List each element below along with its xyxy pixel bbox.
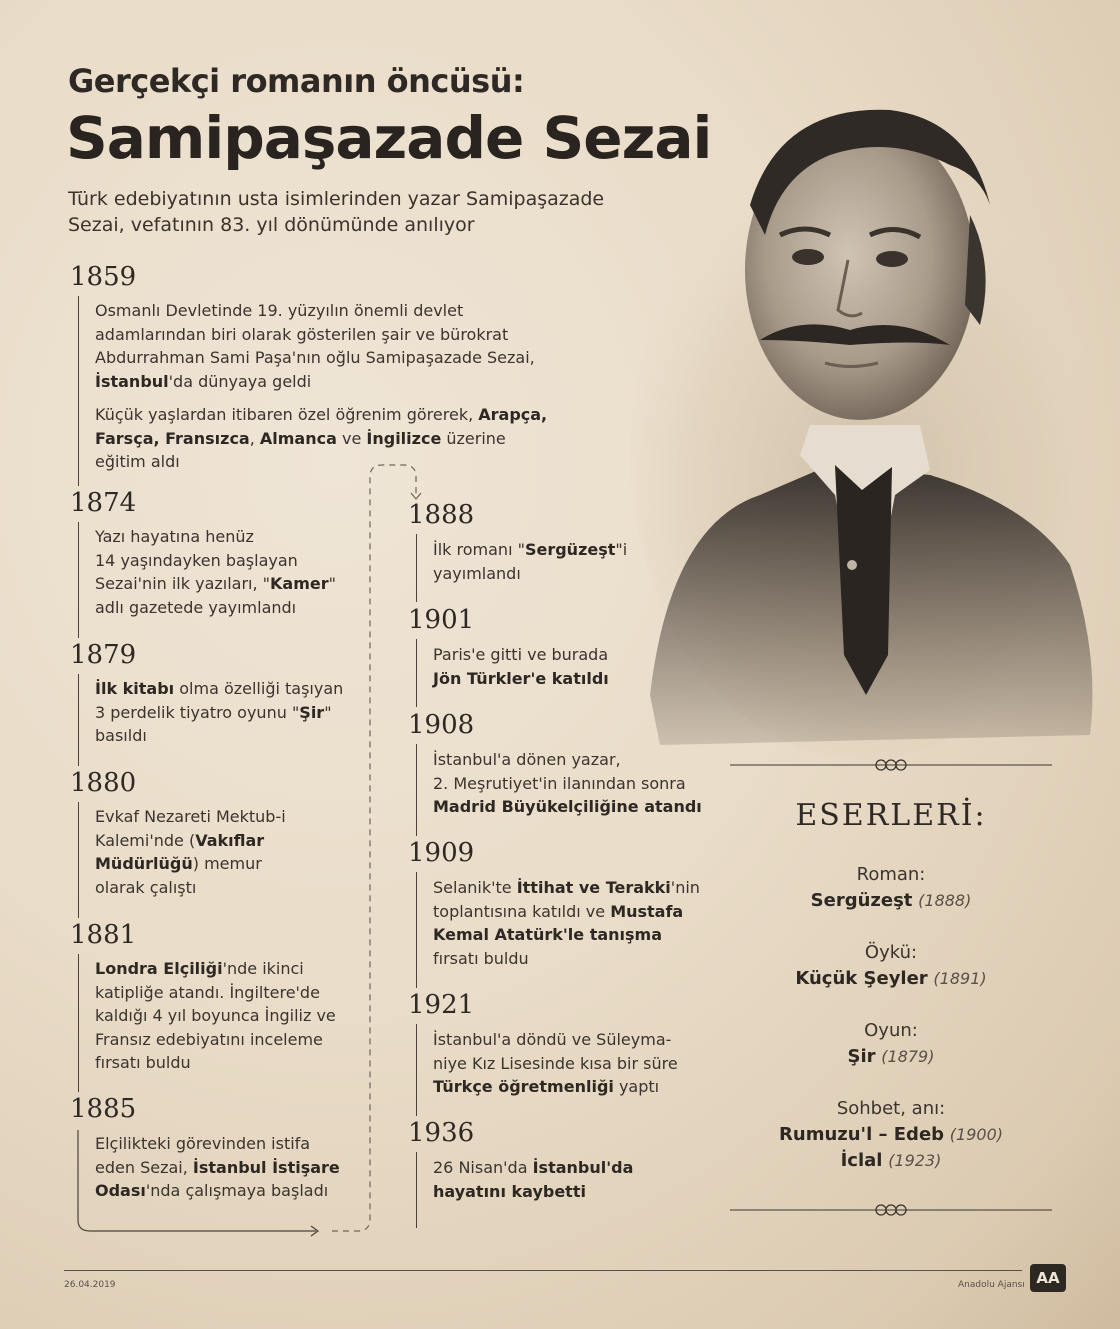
page-title: Samipaşazade Sezai (66, 104, 712, 172)
event-1879-text: İlk kitabı olma özelliği taşıyan 3 perdelik tiyatro oyunu "Şir" basıldı (95, 679, 344, 745)
timeline-line (416, 872, 417, 988)
works-category: Sohbet, anı: (836, 1098, 946, 1119)
header-kicker: Gerçekçi romanın öncüsü: (68, 62, 525, 100)
works-item: Şir (1879) (847, 1046, 935, 1067)
event-1888-text: İlk romanı "Sergüzeşt"i yayımlandı (433, 540, 628, 583)
event-1885-text: Elçilikteki görevinden istifa eden Sezai, İstanbul İstişare Odası'nda çalışmaya başladı (95, 1134, 340, 1200)
timeline-line (416, 1152, 417, 1228)
works-item: Rumuzu'l – Edeb (1900) (779, 1124, 1003, 1145)
works-title: ESERLERİ: (795, 798, 987, 833)
event-1921-text: İstanbul'a döndü ve Süleyma- niye Kız Lisesinde kısa bir süre Türkçe öğretmenliği yaptı (433, 1030, 678, 1096)
timeline-line (416, 744, 417, 836)
year-1874: 1874 (70, 488, 137, 518)
year-1859: 1859 (70, 262, 137, 292)
year-1888: 1888 (408, 500, 475, 530)
footer-agency: Anadolu Ajansı (958, 1280, 1025, 1290)
event-1880-text: Evkaf Nezareti Mektub-i Kalemi'nde (Vakıflar Müdürlüğü) memur olarak çalıştı (95, 807, 286, 897)
event-1881-text: Londra Elçiliği'nde ikinci katipliğe atandı. İngiltere'de kaldığı 4 yıl boyunca İngiliz ve Fransız edebiyatını inceleme fırsatı buldu (95, 959, 336, 1072)
works-category: Roman: (856, 864, 926, 885)
year-1880: 1880 (70, 768, 137, 798)
event-1901-text: Paris'e gitti ve burada Jön Türkler'e katıldı (433, 645, 609, 688)
ornament-divider (730, 757, 1052, 773)
event-1908-text: İstanbul'a dönen yazar, 2. Meşrutiyet'in ilanından sonra Madrid Büyükelçiliğine atandı (433, 750, 702, 816)
subtitle: Türk edebiyatının usta isimlerinden yazar Samipaşazade Sezai, vefatının 83. yıl dönümünde anılıyor (68, 188, 605, 236)
event-1859-text: Osmanlı Devletinde 19. yüzyılın önemli devlet adamlarından biri olarak gösterilen şair ve bürokrat Abdurrahman Sami Paşa'nın oğlu Samipaşazade Sezai, İstanbul'da dünyaya geldi Küçük yaşlardan itibaren özel öğrenim görerek, Arapça, Farsça, Fransızca, Almanca ve İngilizce üzerine eğitim aldı (95, 301, 548, 471)
event-1874-text: Yazı hayatına henüz 14 yaşındayken başlayan Sezai'nin ilk yazıları, "Kamer" adlı gazetede yayımlandı (95, 527, 336, 617)
year-1881: 1881 (70, 920, 137, 950)
year-1921: 1921 (408, 990, 475, 1020)
event-1909-text: Selanik'te İttihat ve Terakki'nin toplantısına katıldı ve Mustafa Kemal Atatürk'le tanışma fırsatı buldu (433, 878, 700, 968)
works-category: Oyun: (864, 1020, 918, 1041)
works-item: İclal (1923) (840, 1150, 942, 1171)
footer-rule (64, 1270, 1022, 1271)
timeline-line (416, 534, 417, 602)
year-1908: 1908 (408, 710, 475, 740)
year-1909: 1909 (408, 838, 475, 868)
ornament-divider (730, 1202, 1052, 1218)
footer-date: 26.04.2019 (64, 1280, 116, 1290)
timeline-line (416, 639, 417, 707)
year-1879: 1879 (70, 640, 137, 670)
timeline-line (416, 1024, 417, 1116)
works-item: Küçük Şeyler (1891) (795, 968, 987, 989)
works-category: Öykü: (864, 942, 918, 963)
works-item: Sergüzeşt (1888) (810, 890, 972, 911)
timeline-connector (70, 455, 430, 1245)
year-1885: 1885 (70, 1094, 137, 1124)
year-1901: 1901 (408, 605, 475, 635)
event-1936-text: 26 Nisan'da İstanbul'da hayatını kaybetti (433, 1158, 634, 1201)
year-1936: 1936 (408, 1118, 475, 1148)
agency-logo: AA (1030, 1264, 1066, 1292)
